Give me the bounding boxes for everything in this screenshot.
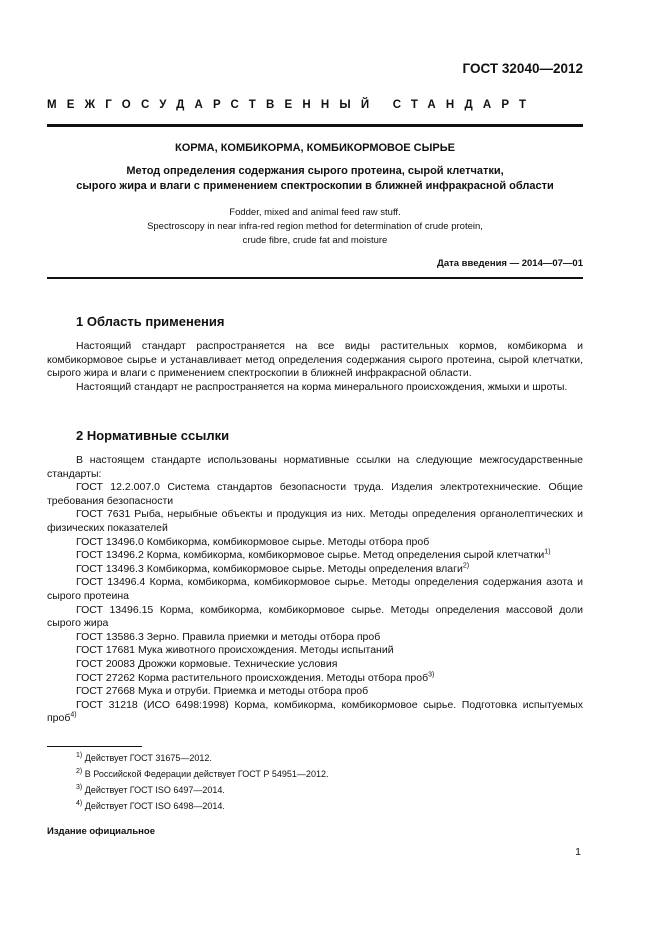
title-divider: [47, 277, 583, 279]
section-2-heading: 2 Нормативные ссылки: [76, 428, 230, 443]
reference-text: ГОСТ 31218 (ИСО 6498:1998) Корма, комбикорма, комбикормовое сырье. Подготовка испытуемых проб: [47, 698, 583, 725]
reference-text: ГОСТ 17681 Мука животного происхождения. Методы испытаний: [76, 644, 394, 657]
reference-text: ГОСТ 13496.15 Корма, комбикорма, комбикормовое сырье. Методы определения массовой доли сырого жира: [47, 603, 583, 630]
footnote: [76, 782, 328, 798]
footnote-marker: 1): [544, 548, 551, 556]
header-divider: [47, 124, 583, 127]
section-2-body: [47, 454, 583, 726]
footnote-mark: 1): [76, 752, 83, 759]
reference-text: ГОСТ 7631 Рыба, нерыбные объекты и продукция из них. Методы определения органолептических и физических показателей: [47, 508, 583, 534]
edition-label: Издание официальное: [47, 826, 155, 837]
section-1-body: [47, 340, 583, 394]
footnotes: [76, 750, 328, 814]
introduction-date: Дата введения — 2014—07—01: [437, 258, 583, 269]
normative-reference: [47, 604, 583, 631]
footnote-text: В Российской Федерации действует ГОСТ Р 54951—2012.: [84, 769, 329, 779]
footnote-mark: 3): [76, 784, 83, 791]
document-subtitle: [47, 164, 583, 194]
english-title-line: Fodder, mixed and animal feed raw stuff.: [229, 207, 401, 218]
footnote: [76, 750, 328, 766]
normative-reference: [47, 508, 583, 535]
normative-reference: [47, 563, 583, 577]
section-1-heading: 1 Область применения: [76, 314, 225, 329]
footnote-text: Действует ГОСТ ISO 6498—2014.: [84, 801, 225, 811]
normative-reference: [47, 481, 583, 508]
footnote: [76, 798, 328, 814]
section-1-para-2: Настоящий стандарт не распространяется на корма минерального происхождения, жмыхи и шроты.: [76, 380, 568, 393]
normative-reference: [47, 644, 583, 658]
normative-reference: [47, 685, 583, 699]
normative-reference: [47, 536, 583, 550]
reference-text: ГОСТ 12.2.007.0 Система стандартов безопасности труда. Изделия электротехнические. Общие требования безопасности: [47, 481, 583, 507]
reference-text: ГОСТ 13586.3 Зерно. Правила приемки и методы отбора проб: [76, 630, 381, 643]
page-number: 1: [575, 846, 581, 858]
reference-text: ГОСТ 13496.0 Комбикорма, комбикормовое сырье. Методы отбора проб: [76, 535, 430, 548]
english-title-line: crude fibre, crude fat and moisture: [242, 235, 388, 246]
normative-reference: [47, 576, 583, 603]
reference-text: ГОСТ 13496.3 Комбикорма, комбикормовое сырье. Методы определения влаги: [76, 562, 463, 575]
reference-text: ГОСТ 20083 Дрожжи кормовые. Технические условия: [76, 657, 338, 670]
footnote-marker: 3): [428, 671, 435, 678]
footnote-marker: 4): [70, 711, 77, 719]
standard-type-heading: МЕЖГОСУДАРСТВЕННЫЙ СТАНДАРТ: [47, 99, 537, 111]
english-title: [47, 206, 583, 248]
gost-number: ГОСТ 32040—2012: [462, 61, 583, 76]
footnote-mark: 2): [76, 768, 83, 775]
document-title: КОРМА, КОМБИКОРМА, КОМБИКОРМОВОЕ СЫРЬЕ: [175, 142, 455, 154]
normative-reference: [47, 658, 583, 672]
normative-reference: [47, 672, 583, 686]
section-2-intro: В настоящем стандарте использованы нормативные ссылки на следующие межгосударственные стандарты:: [47, 454, 583, 480]
reference-text: ГОСТ 13496.2 Корма, комбикорма, комбикормовое сырье. Метод определения сырой клетчатки: [76, 549, 545, 562]
section-1-para-1: Настоящий стандарт распространяется на все виды растительных кормов, комбикорма и комбикормовое сырье и устанавливает метод определения содержания сырого протеина, сырой клетчатки, сырого жира и влаги с применением спектроскопии в ближней инфракрасной области.: [47, 340, 583, 380]
normative-reference: [47, 549, 583, 563]
footnote-mark: 4): [76, 800, 83, 807]
reference-text: ГОСТ 27262 Корма растительного происхождения. Методы отбора проб: [76, 671, 429, 684]
footnote-divider: [47, 746, 142, 747]
footnote-text: Действует ГОСТ 31675—2012.: [84, 753, 212, 763]
english-title-line: Spectroscopy in near infra-red region method for determination of crude protein,: [147, 221, 483, 232]
reference-text: ГОСТ 13496.4 Корма, комбикорма, комбикормовое сырье. Методы определения содержания азота и сырого протеина: [47, 576, 583, 602]
subtitle-line: Метод определения содержания сырого протеина, сырой клетчатки,: [126, 165, 504, 177]
normative-reference: [47, 699, 583, 726]
footnote-text: Действует ГОСТ ISO 6497—2014.: [84, 785, 225, 795]
reference-text: ГОСТ 27668 Мука и отруби. Приемка и методы отбора проб: [76, 685, 369, 698]
footnote-marker: 2): [462, 562, 470, 570]
normative-reference: [47, 631, 583, 645]
footnote: [76, 766, 328, 782]
subtitle-line: сырого жира и влаги с применением спектроскопии в ближней инфракрасной области: [76, 180, 554, 192]
